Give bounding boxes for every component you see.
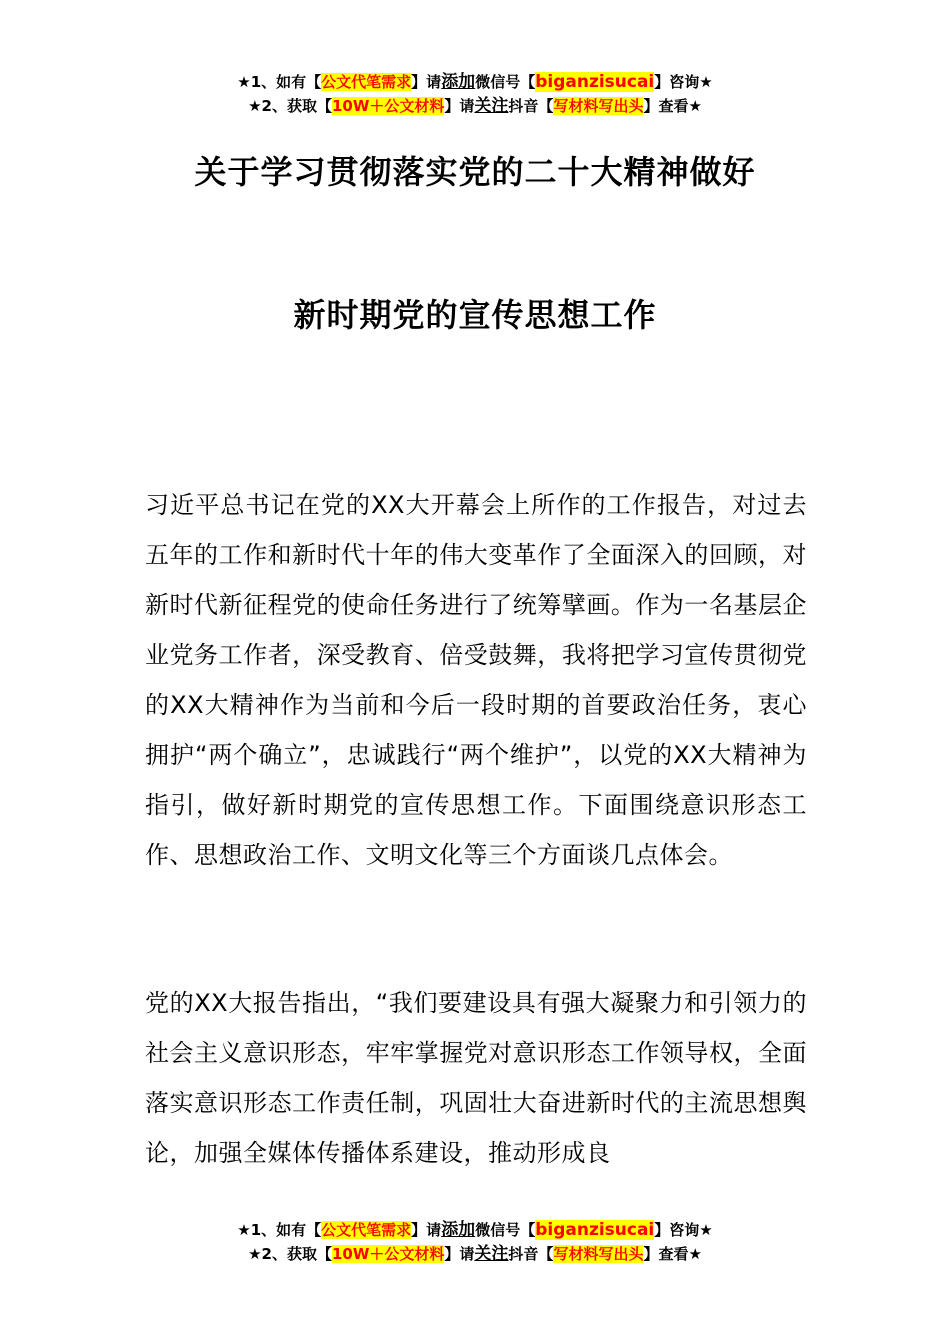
ad-text: ★1、如有【 bbox=[237, 1221, 322, 1239]
body-paragraph-2: 党的XX大报告指出，“我们要建设具有强大凝聚力和引领力的社会主义意识形态，牢牢掌握党对意识形态工作领导权，全面落实意识形态工作责任制，巩固壮大奋进新时代的主流思想舆论，加强全媒体传播体系建设，推动形成良 bbox=[145, 989, 807, 1167]
ad-text: 微信号【 bbox=[475, 73, 536, 91]
document-title-line-2: 新时期党的宣传思想工作 bbox=[293, 296, 657, 334]
ad-text: 抖音【 bbox=[508, 1245, 554, 1263]
ad-line-2 bbox=[0, 1242, 950, 1266]
ad-highlight-service: 公文代笔需求 bbox=[321, 1221, 412, 1239]
ad-emphasis: 添加 bbox=[441, 1220, 476, 1240]
ad-highlight-materials: 10W＋公文材料 bbox=[331, 97, 445, 115]
ad-highlight-wechat-id: biganzisucai bbox=[535, 72, 655, 92]
ad-emphasis: 关注 bbox=[474, 1244, 509, 1264]
ad-text: 】咨询★ bbox=[654, 73, 713, 91]
ad-emphasis: 添加 bbox=[441, 72, 476, 92]
ad-highlight-service: 公文代笔需求 bbox=[321, 73, 412, 91]
ad-text: 】请 bbox=[444, 1245, 475, 1263]
ad-text: ★2、获取【 bbox=[248, 97, 332, 115]
ad-highlight-douyin-account: 写材料写出头 bbox=[553, 1245, 644, 1263]
ad-text: 】请 bbox=[411, 1221, 442, 1239]
bottom-ad-banner bbox=[0, 1218, 950, 1266]
top-ad-banner bbox=[0, 70, 950, 118]
ad-highlight-materials: 10W＋公文材料 bbox=[331, 1245, 445, 1263]
ad-highlight-wechat-id: biganzisucai bbox=[535, 1220, 655, 1240]
ad-line-1 bbox=[0, 70, 950, 94]
ad-line-1 bbox=[0, 1218, 950, 1242]
ad-text: 】咨询★ bbox=[654, 1221, 713, 1239]
ad-text: ★1、如有【 bbox=[237, 73, 322, 91]
ad-line-2 bbox=[0, 94, 950, 118]
ad-text: 微信号【 bbox=[475, 1221, 536, 1239]
ad-text: 】查看★ bbox=[643, 1245, 702, 1263]
ad-text: ★2、获取【 bbox=[248, 1245, 332, 1263]
document-title-line-1: 关于学习贯彻落实党的二十大精神做好 bbox=[194, 153, 756, 191]
ad-emphasis: 关注 bbox=[474, 96, 509, 116]
ad-text: 】请 bbox=[444, 97, 475, 115]
ad-text: 】查看★ bbox=[643, 97, 702, 115]
ad-text: 抖音【 bbox=[508, 97, 554, 115]
ad-text: 】请 bbox=[411, 73, 442, 91]
body-paragraph-1: 习近平总书记在党的XX大开幕会上所作的工作报告，对过去五年的工作和新时代十年的伟大变革作了全面深入的回顾，对新时代新征程党的使命任务进行了统筹擘画。作为一名基层企业党务工作者，深受教育、倍受鼓舞，我将把学习宣传贯彻党的XX大精神作为当前和今后一段时期的首要政治任务，衷心拥护“两个确立”，忠诚践行“两个维护”，以党的XX大精神为指引，做好新时期党的宣传思想工作。下面围绕意识形态工作、思想政治工作、文明文化等三个方面谈几点体会。 bbox=[145, 491, 807, 869]
ad-highlight-douyin-account: 写材料写出头 bbox=[553, 97, 644, 115]
